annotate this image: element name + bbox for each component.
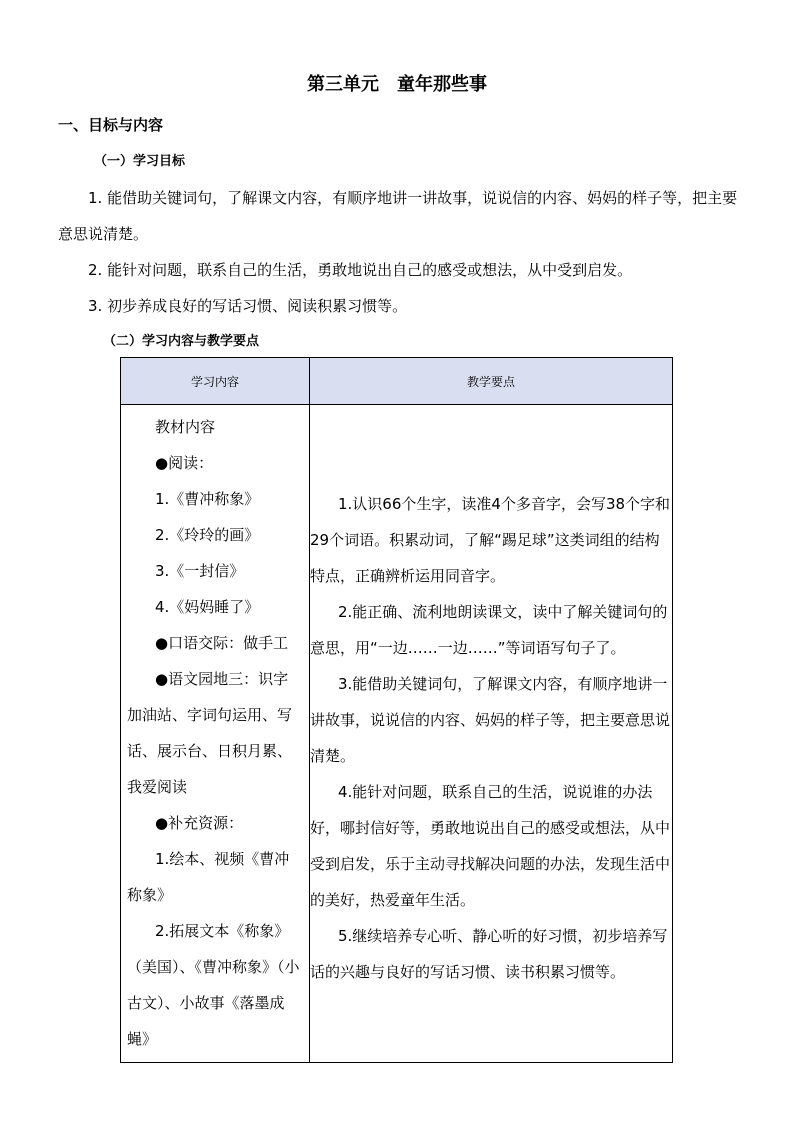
table-row xyxy=(121,405,673,1063)
list-item: ●语文园地三：识字加油站、字词句运用、写话、展示台、日积月累、我爱阅读 xyxy=(127,670,293,796)
goal-item: 1. 能借助关键词句，了解课文内容，有顺序地讲一讲故事，说说信的内容、妈妈的样子等，把主要意思说清楚。 xyxy=(58,189,738,243)
list-item: 2.能正确、流利地朗读课文，读中了解关键词句的意思，用“一边……一边……”等词语写句子了。 xyxy=(310,603,668,657)
header-teaching-points: 教学要点 xyxy=(310,358,673,405)
table-header-row xyxy=(121,358,673,405)
list-item: ●补充资源： xyxy=(155,814,244,832)
list-item: 5.继续培养专心听、静心听的好习惯，初步培养写话的兴趣与良好的写话习惯、读书积累习惯等。 xyxy=(310,927,668,981)
list-item: 3.《一封信》 xyxy=(155,562,245,580)
content-table xyxy=(120,357,673,1063)
section-heading-goals-content: 一、目标与内容 xyxy=(58,116,164,134)
teaching-points-cell xyxy=(310,405,673,1063)
subheading-learning-goals: （一）学习目标 xyxy=(94,154,186,169)
list-item: ●阅读： xyxy=(155,454,214,472)
list-item: 1.《曹冲称象》 xyxy=(155,490,260,508)
list-item: 2.《玲玲的画》 xyxy=(155,526,260,544)
list-item: 1.认识66个生字，读准4个多音字，会写38个字和29个词语。积累动词，了解“踢足球”这类词组的结构特点，正确辨析运用同音字。 xyxy=(310,495,671,585)
list-item: ●口语交际：做手工 xyxy=(155,634,289,652)
learning-content-cell xyxy=(121,405,310,1063)
header-learning-content: 学习内容 xyxy=(121,358,310,405)
list-item: 教材内容 xyxy=(155,418,216,436)
list-item: 4.《妈妈睡了》 xyxy=(155,598,260,616)
subheading-content-and-points: （二）学习内容与教学要点 xyxy=(103,334,260,349)
list-item: 2.拓展文本《称象》（美国）、《曹冲称象》（小古文）、小故事《落墨成蝇》 xyxy=(127,922,300,1048)
list-item: 1.绘本、视频《曹冲称象》 xyxy=(127,850,290,904)
goals-list xyxy=(58,180,748,324)
document-title: 第三单元 童年那些事 xyxy=(307,74,487,95)
list-item: 3.能借助关键词句，了解课文内容，有顺序地讲一讲故事，说说信的内容、妈妈的样子等，把主要意思说清楚。 xyxy=(310,675,671,765)
goal-item: 2. 能针对问题，联系自己的生活，勇敢地说出自己的感受或想法，从中受到启发。 xyxy=(88,261,633,279)
goal-item: 3. 初步养成良好的写话习惯、阅读积累习惯等。 xyxy=(88,297,408,315)
list-item: 4.能针对问题，联系自己的生活，说说谁的办法好，哪封信好等，勇敢地说出自己的感受或想法，从中受到启发，乐于主动寻找解决问题的办法，发现生活中的美好，热爱童年生活。 xyxy=(310,783,671,909)
